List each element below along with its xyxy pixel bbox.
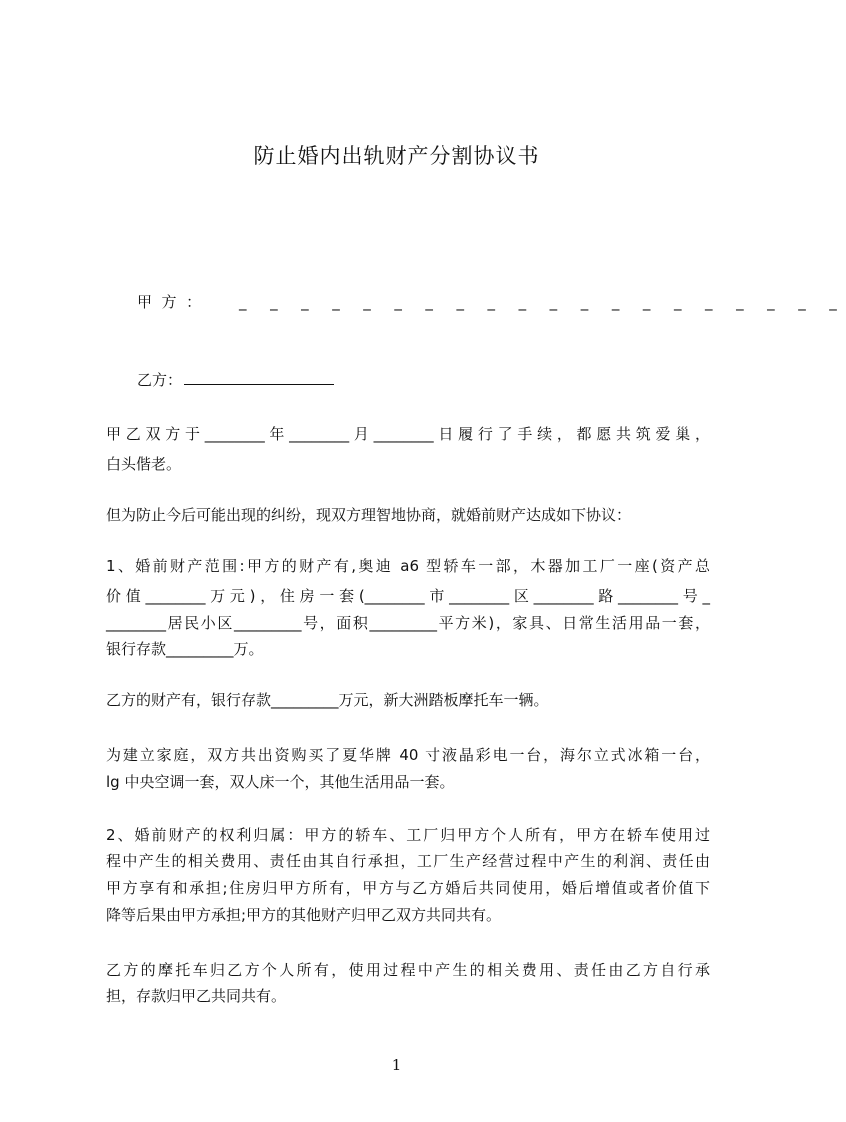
paragraph-line: 银行存款_________万。: [106, 640, 264, 658]
paragraph-line: 程中产生的相关费用、责任由其自行承担，工厂生产经营过程中产生的利润、责任由: [106, 852, 710, 870]
document-title: 防止婚内出轨财产分割协议书: [253, 144, 540, 168]
paragraph-line: 甲乙双方于________年________月________日履行了手续，都愿共筑爱巢，: [106, 425, 710, 443]
paragraph-line: 甲方享有和承担;住房归甲方所有，甲方与乙方婚后共同使用，婚后增值或者价值下: [106, 879, 710, 897]
party-b-label: 乙方：: [137, 371, 183, 389]
paragraph-line: 2、婚前财产的权利归属：甲方的轿车、工厂归甲方个人所有，甲方在轿车使用过: [106, 826, 710, 844]
paragraph-line: 价值________万元)，住房一套(________市________区________路________号_: [106, 587, 710, 605]
paragraph-line: 降等后果由甲方承担;甲方的其他财产归甲乙双方共同共有。: [106, 906, 502, 924]
party-a-label: 甲 方 ：: [137, 293, 202, 311]
paragraph-line: 1、婚前财产范围:甲方的财产有,奥迪 a6 型轿车一部，木器加工厂一座(资产总: [106, 557, 710, 575]
party-a-blank: _ _ _ _ _ _ _ _ _ _ _ _ _ _ _ _ _ _ _ _: [239, 293, 846, 311]
paragraph-line: 乙方的财产有，银行存款_________万元，新大洲踏板摩托车一辆。: [106, 691, 549, 709]
paragraph-line: 乙方的摩托车归乙方个人所有，使用过程中产生的相关费用、责任由乙方自行承: [106, 961, 710, 979]
paragraph-line: 白头偕老。: [106, 455, 182, 473]
page-number: 1: [391, 1056, 402, 1074]
party-a-line: [137, 290, 846, 314]
paragraph-line: 为建立家庭，双方共出资购买了夏华牌 40 寸液晶彩电一台，海尔立式冰箱一台，: [106, 746, 710, 764]
paragraph-line: 但为防止今后可能出现的纠纷，现双方理智地协商，就婚前财产达成如下协议：: [106, 506, 632, 524]
party-b-line: [137, 368, 334, 392]
paragraph-line: lg 中央空调一套，双人床一个，其他生活用品一套。: [106, 773, 455, 791]
paragraph-line: 担，存款归甲乙共同共有。: [106, 987, 287, 1005]
paragraph-line: ________居民小区_________号，面积_________平方米)，家具、日常生活用品一套，: [106, 614, 710, 632]
party-b-blank: [184, 370, 334, 385]
